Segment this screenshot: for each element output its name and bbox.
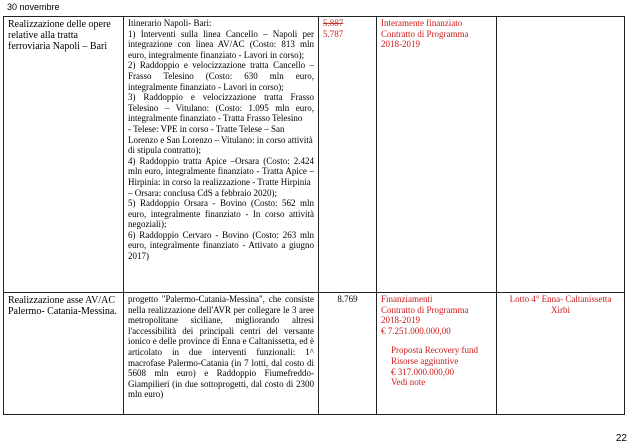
project-cost: 8.769 xyxy=(319,293,377,415)
funding-line: Proposta Recovery fund xyxy=(391,345,478,356)
desc-line: 3) Raddoppio e velocizzazione tratta Frasso Telesino – Vitulano: (Costo: 1.095 mln euro, integralmente finanziato - Tratta Frasso Telesino xyxy=(128,92,314,124)
funding-line: € 317.000.000,00 xyxy=(391,366,454,377)
funding-line: Vedi note xyxy=(391,377,426,388)
desc-line: - Telese: VPE in corso - Tratte Telese – San Lorenzo e San Lorenzo – Vitulano: in corso attività di stipula contratto); xyxy=(128,123,313,156)
desc-line: 6) Raddoppio Cervaro - Bovino (Costo: 263 mln euro, integralmente finanziato - Attivato a giugno 2017) xyxy=(128,229,314,262)
funding-line: 2018-2019 xyxy=(381,39,420,50)
table-row xyxy=(4,17,625,293)
project-description xyxy=(124,17,319,293)
cost-struck: 5.887 xyxy=(323,18,344,28)
funding-line: Contratto di Programma xyxy=(381,304,469,315)
page-number: 22 xyxy=(615,433,627,444)
project-title: Realizzazione asse AV/AC Palermo- Catania-Messina. xyxy=(4,293,124,415)
project-notes xyxy=(497,17,625,293)
project-cost xyxy=(319,17,377,293)
funding-line: Interamente finanziato xyxy=(381,18,463,28)
desc-line: 5) Raddoppio Orsara - Bovino (Costo: 562 mln euro, integralmente finanziato - In corso attività negoziali); xyxy=(128,198,314,230)
table-row xyxy=(4,293,625,415)
project-funding xyxy=(377,293,497,415)
header-date: 30 novembre xyxy=(7,2,60,12)
desc-line: 2) Raddoppio e velocizzazione tratta Cancello – Frasso Telesino (Costo: 630 mln euro, integralmente finanziato - Lavori in corso); xyxy=(128,60,314,92)
projects-table xyxy=(3,16,625,415)
cost-value: 5.787 xyxy=(323,28,344,39)
project-title: Realizzazione delle opere relative alla tratta ferroviaria Napoli – Bari xyxy=(4,17,124,293)
funding-line: Contratto di Programma xyxy=(381,28,469,39)
funding-line: 2018-2019 xyxy=(381,315,420,326)
funding-line: Finanziamenti xyxy=(381,294,433,304)
project-description: progetto "Palermo-Catania-Messina", che consiste nella realizzazione dell'AVR per collegare le 3 aree metropolitane siciliane, migliorando altresì l'accessibilità dei principali centri del versante ionico e delle province di Enna e Caltanissetta, ed è articolato in due interventi funzionali: 1^ macrofase Palermo-Catania (in 7 lotti, dal costo di 5608 mln euro) e Raddoppio Fiumefreddo-Giampilieri (in due sottoprogetti, dal costo di 2300 mln euro) xyxy=(124,293,319,415)
desc-line: Itinerario Napoli- Bari: xyxy=(128,18,212,28)
funding-line: € 7.251.000.000,00 xyxy=(381,325,451,336)
funding-line: Risorse aggiuntive xyxy=(391,355,459,366)
desc-line: 1) Interventi sulla linea Cancello – Napoli per integrazione con linea AV/AC (Costo: 813 mln euro, integralmente finanziato - Lavori in corso); xyxy=(128,28,314,60)
desc-line: – Orsara: conclusa CdS a febbraio 2020); xyxy=(128,187,277,198)
project-funding xyxy=(377,17,497,293)
desc-line: 4) Raddoppio tratta Apice –Orsara (Costo: 2.424 mln euro, integralmente finanziato - Tratta Apice – Hirpinia: in corso la realizzazione - Tratte Hirpinia xyxy=(128,155,314,187)
project-notes: Lotto 4° Enna- Caltanissetta Xirbi xyxy=(497,293,625,415)
funding-spacer xyxy=(381,336,492,345)
